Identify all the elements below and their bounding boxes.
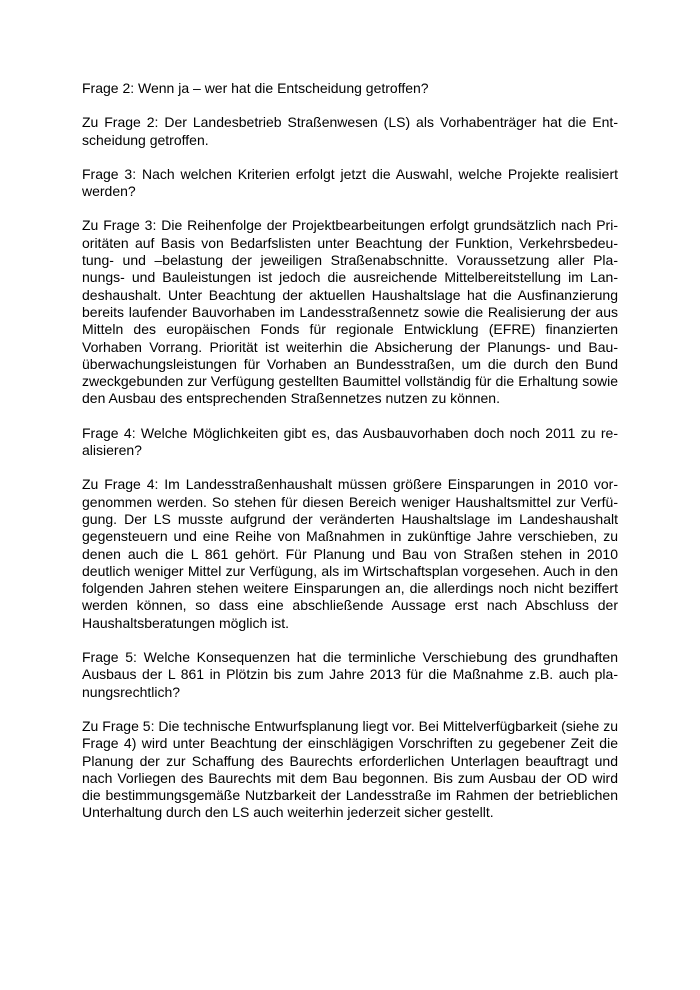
question-3: Frage 3: Nach welchen Kriterien erfolgt jetzt die Auswahl, welche Projekte realisiert werden? [82, 165, 618, 200]
answer-4: Zu Frage 4: Im Landesstraßenhaushalt müssen größere Einsparungen in 2010 vorgenommen werden. So stehen für diesen Bereich weniger Haushaltsmittel zur Verfügung. Der LS musste aufgrund der veränderten Haushaltslage im Landeshaushalt gegensteuern und eine Reihe von Maßnahmen in zukünftige Jahre verschieben, zu denen auch die L 861 gehört. Für Planung und Bau von Straßen stehen in 2010 deutlich weniger Mittel zur Verfügung, als im Wirtschaftsplan vorgesehen. Auch in den folgenden Jahren stehen weitere Einsparungen an, die allerdings noch nicht beziffert werden können, so dass eine abschließende Aussage erst nach Abschluss der Haushaltsberatungen möglich ist. [82, 476, 618, 631]
answer-2: Zu Frage 2: Der Landesbetrieb Straßenwesen (LS) als Vorhabenträger hat die Entscheidung getroffen. [82, 114, 618, 148]
question-5: Frage 5: Welche Konsequenzen hat die terminliche Verschiebung des grundhaften Ausbaus der L 861 in Plötzin bis zum Jahre 2013 für die Maßnahme z.B. auch planungsrechtlich? [82, 649, 618, 700]
question-2: Frage 2: Wenn ja – wer hat die Entscheidung getroffen? [82, 80, 429, 96]
answer-5: Zu Frage 5: Die technische Entwurfsplanung liegt vor. Bei Mittelverfügbarkeit (siehe zu Frage 4) wird unter Beachtung der einschlägigen Vorschriften zu gegebener Zeit die Planung der zur Schaffung des Baurechts erforderlichen Unterlagen beauftragt und nach Vorliegen des Baurechts mit dem Bau begonnen. Bis zum Ausbau der OD wird die bestimmungsgemäße Nutzbarkeit der Landesstraße im Rahmen der betrieblichen Unterhaltung durch den LS auch weiterhin jederzeit sicher gestellt. [82, 717, 618, 821]
answer-3: Zu Frage 3: Die Reihenfolge der Projektbearbeitungen erfolgt grundsätzlich nach Prioritäten auf Basis von Bedarfslisten unter Beachtung der Funktion, Verkehrsbedeutung- und –belastung der jeweiligen Straßenabschnitte. Voraussetzung aller Planungs- und Bauleistungen ist jedoch die ausreichende Mittelbereitstellung im Landeshaushalt. Unter Beachtung der aktuellen Haushaltslage hat die Ausfinanzierung bereits laufender Bauvorhaben im Landesstraßennetz sowie die Realisierung der aus Mitteln des europäischen Fonds für regionale Entwicklung (EFRE) finanzierten Vorhaben Vorrang. Priorität ist weiterhin die Absicherung der Planungs- und Bauüberwachungsleistungen für Vorhaben an Bundesstraßen, um die durch den Bund zweckgebunden zur Verfügung gestellten Baumittel vollständig für die Erhaltung sowie den Ausbau des entsprechenden Straßennetzes nutzen zu können. [82, 217, 618, 407]
question-4: Frage 4: Welche Möglichkeiten gibt es, das Ausbauvorhaben doch noch 2011 zu realisieren? [82, 424, 618, 459]
